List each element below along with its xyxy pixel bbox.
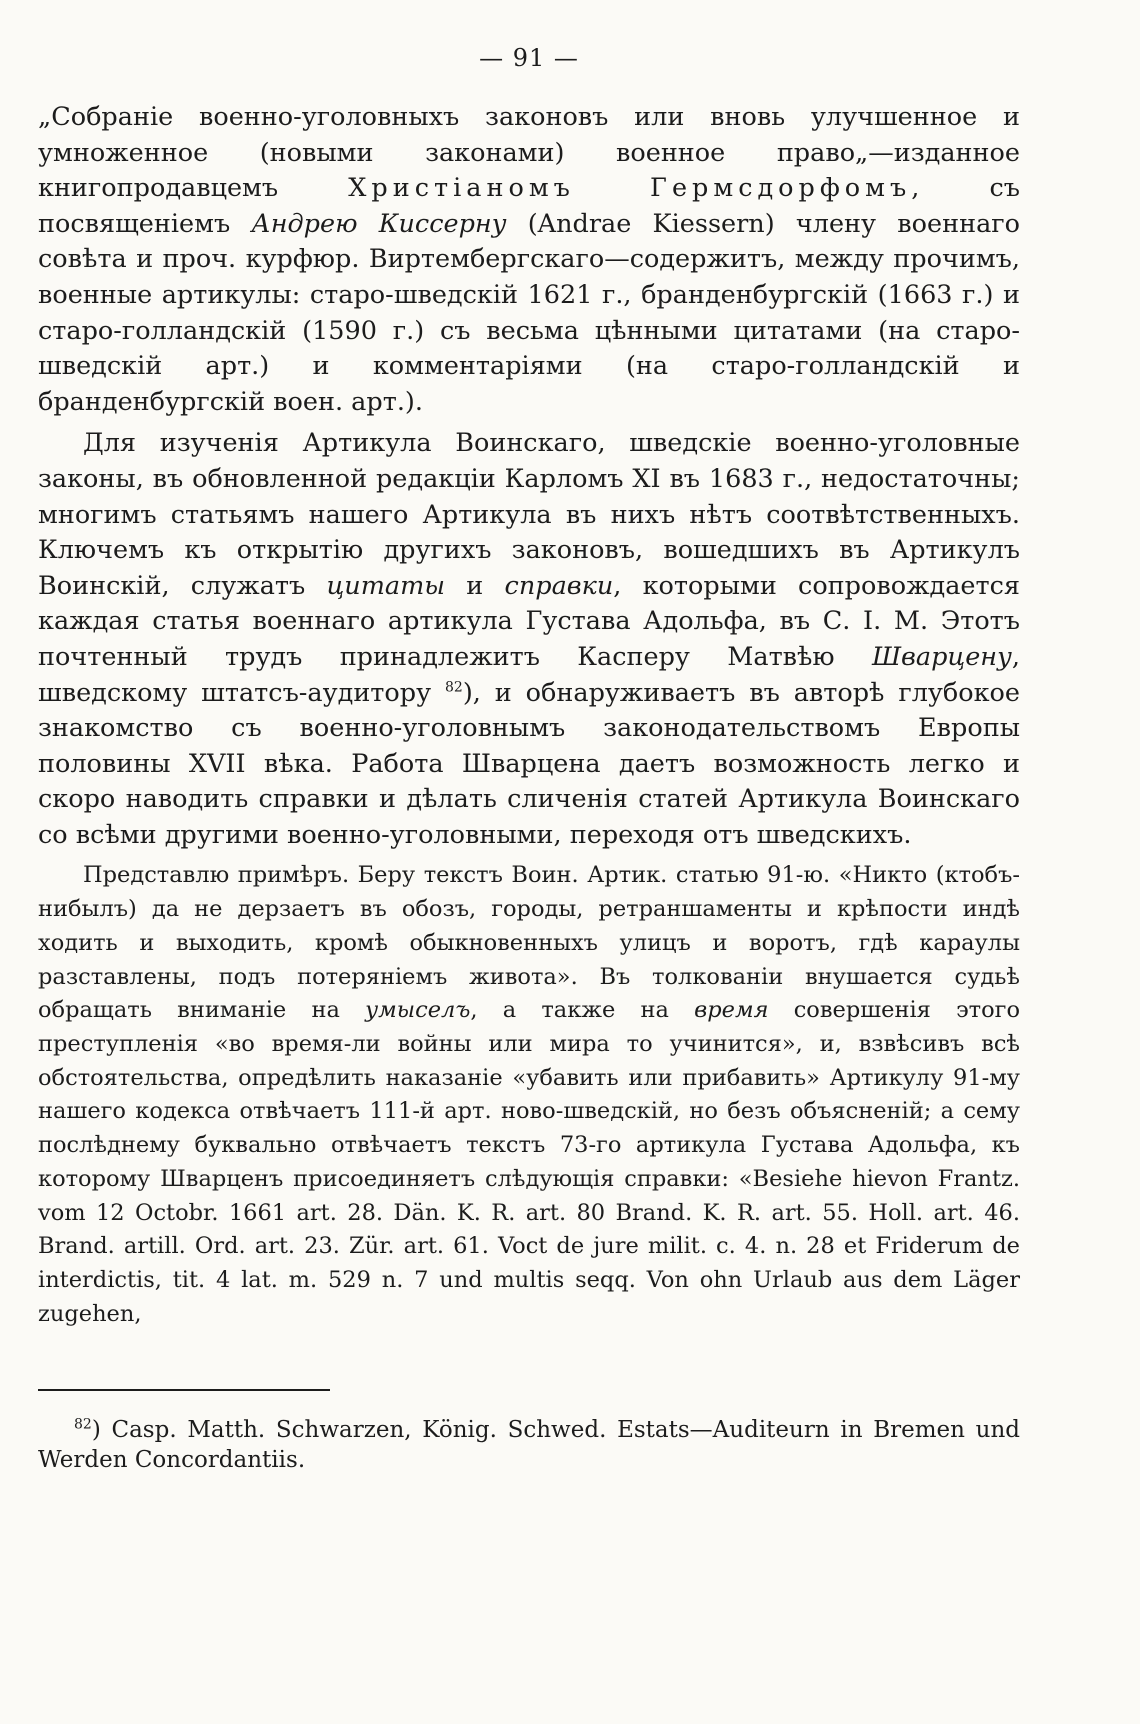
p1-text-a: „Собраніе военно-уголовныхъ законовъ или вновь улучшенное и умноженное (новыми законами) военное право„—изданное книгопродавцемъ <box>38 102 1020 204</box>
footnote <box>38 1415 1020 1475</box>
paragraph-2 <box>38 426 1020 853</box>
p3-text-a: Представлю примѣръ. Беру текстъ Воин. Артик. статью 91-ю. «Никто (ктобъ-нибылъ) да не дерзаетъ въ обозъ, городы, ретраншаменты и крѣпости индѣ ходить и выходить, кромѣ обыкновенныхъ улицъ и воротъ, гдѣ караулы разставлены, подъ потеряніемъ живота». Въ толкованіи внушается судьѣ обращать вниманіе на <box>38 862 1020 1024</box>
footnote-mark: 82 <box>74 1416 92 1433</box>
p2-text-e: , которыми сопровождается каждая статья военнаго артикула Густава Адольфа, въ С. І. М. Этотъ почтенный трудъ принадлежитъ Касперу Матвѣю <box>38 570 1020 672</box>
p3-italic-time: время <box>694 997 769 1024</box>
p2-italic-schwarzen: Шварцену <box>871 641 1012 672</box>
book-page <box>38 36 1020 1696</box>
page-number: — 91 — <box>479 44 579 72</box>
p1-text-e: (Andrae Kiessern) члену военнаго совѣта и проч. курфюр. Виртембергскаго—содержитъ, между прочимъ, военные артикулы: старо-шведскій 1621 г., бранденбургскій (1663 г.) и старо-голландскій (1590 г.) съ весьма цѣнными цитатами (на старо-шведскій арт.) и комментаріями (на старо-голландскій и бранденбургскій воен. арт.). <box>38 208 1020 417</box>
p3-text-c: , а также на <box>470 997 695 1024</box>
p3-italic-intent: умыселъ <box>365 997 471 1024</box>
p1-italic-name: Андрею Киссерну <box>251 208 507 239</box>
p2-italic-citations: цитаты <box>326 570 446 601</box>
p3-text-e: совершенія этого преступленія «во время-ли войны или мира то учинится», и, взвѣсивъ всѣ обстоятельства, опредѣлить наказаніе «убавить или прибавить» Артикулу 91-му нашего кодекса отвѣчаетъ 111-й арт. ново-шведскій, но безъ объясненій; а сему послѣднему буквально отвѣчаетъ текстъ 73-го артикула Густава Адольфа, къ которому Шварценъ присоединяетъ слѣдующія справки: «Besiehe hievon Frantz. vom 12 Octobr. 1661 art. 28. Dän. K. R. art. 80 Brand. K. R. art. 55. Holl. art. 46. Brand. artill. Ord. art. 23. Zür. art. 61. Voct de jure milit. c. 4. n. 28 et Friderum de interdictis, tit. 4 lat. m. 529 n. 7 und multis seqq. Von ohn Urlaub aus dem Läger zugehen, <box>38 997 1021 1327</box>
p2-text-i: ), и обнаруживаетъ въ авторѣ глубокое знакомство съ военно-уголовнымъ законодательствомъ Европы половины XVII вѣка. Работа Шварцена даетъ возможность легко и скоро наводить справки и дѣлать сличенія статей Артикула Воинскаго со всѣми другими военно-уголовными, переходя отъ шведскихъ. <box>38 677 1020 850</box>
p2-italic-references: справки <box>504 570 614 601</box>
p2-text-a: Для изученія Артикула Воинскаго, шведскіе военно-уголовные законы, въ обновленной редакціи Карломъ XI въ 1683 г., недостаточны; многимъ статьямъ нашего Артикула въ нихъ нѣтъ соотвѣтственныхъ. Ключемъ къ открытію другихъ законовъ, вошедшихъ въ Артикулъ Воинскій, служатъ <box>38 428 1020 601</box>
paragraph-1 <box>38 100 1020 420</box>
p1-text-c: , съ посвященіемъ <box>38 173 1020 239</box>
p2-text-g: , шведскому штатсъ-аудитору <box>38 641 1020 708</box>
paragraph-3 <box>38 859 1020 1331</box>
footnote-reference: 82 <box>445 679 463 695</box>
footnote-text: ) Casp. Matth. Schwarzen, König. Schwed. Estats—Auditeurn in Bremen und Werden Concordantiis. <box>38 1417 1020 1474</box>
footnote-divider <box>38 1389 330 1391</box>
p1-spaced-name: Христіаномъ Гермсдорфомъ <box>348 173 912 204</box>
p2-text-c: и <box>445 570 505 601</box>
